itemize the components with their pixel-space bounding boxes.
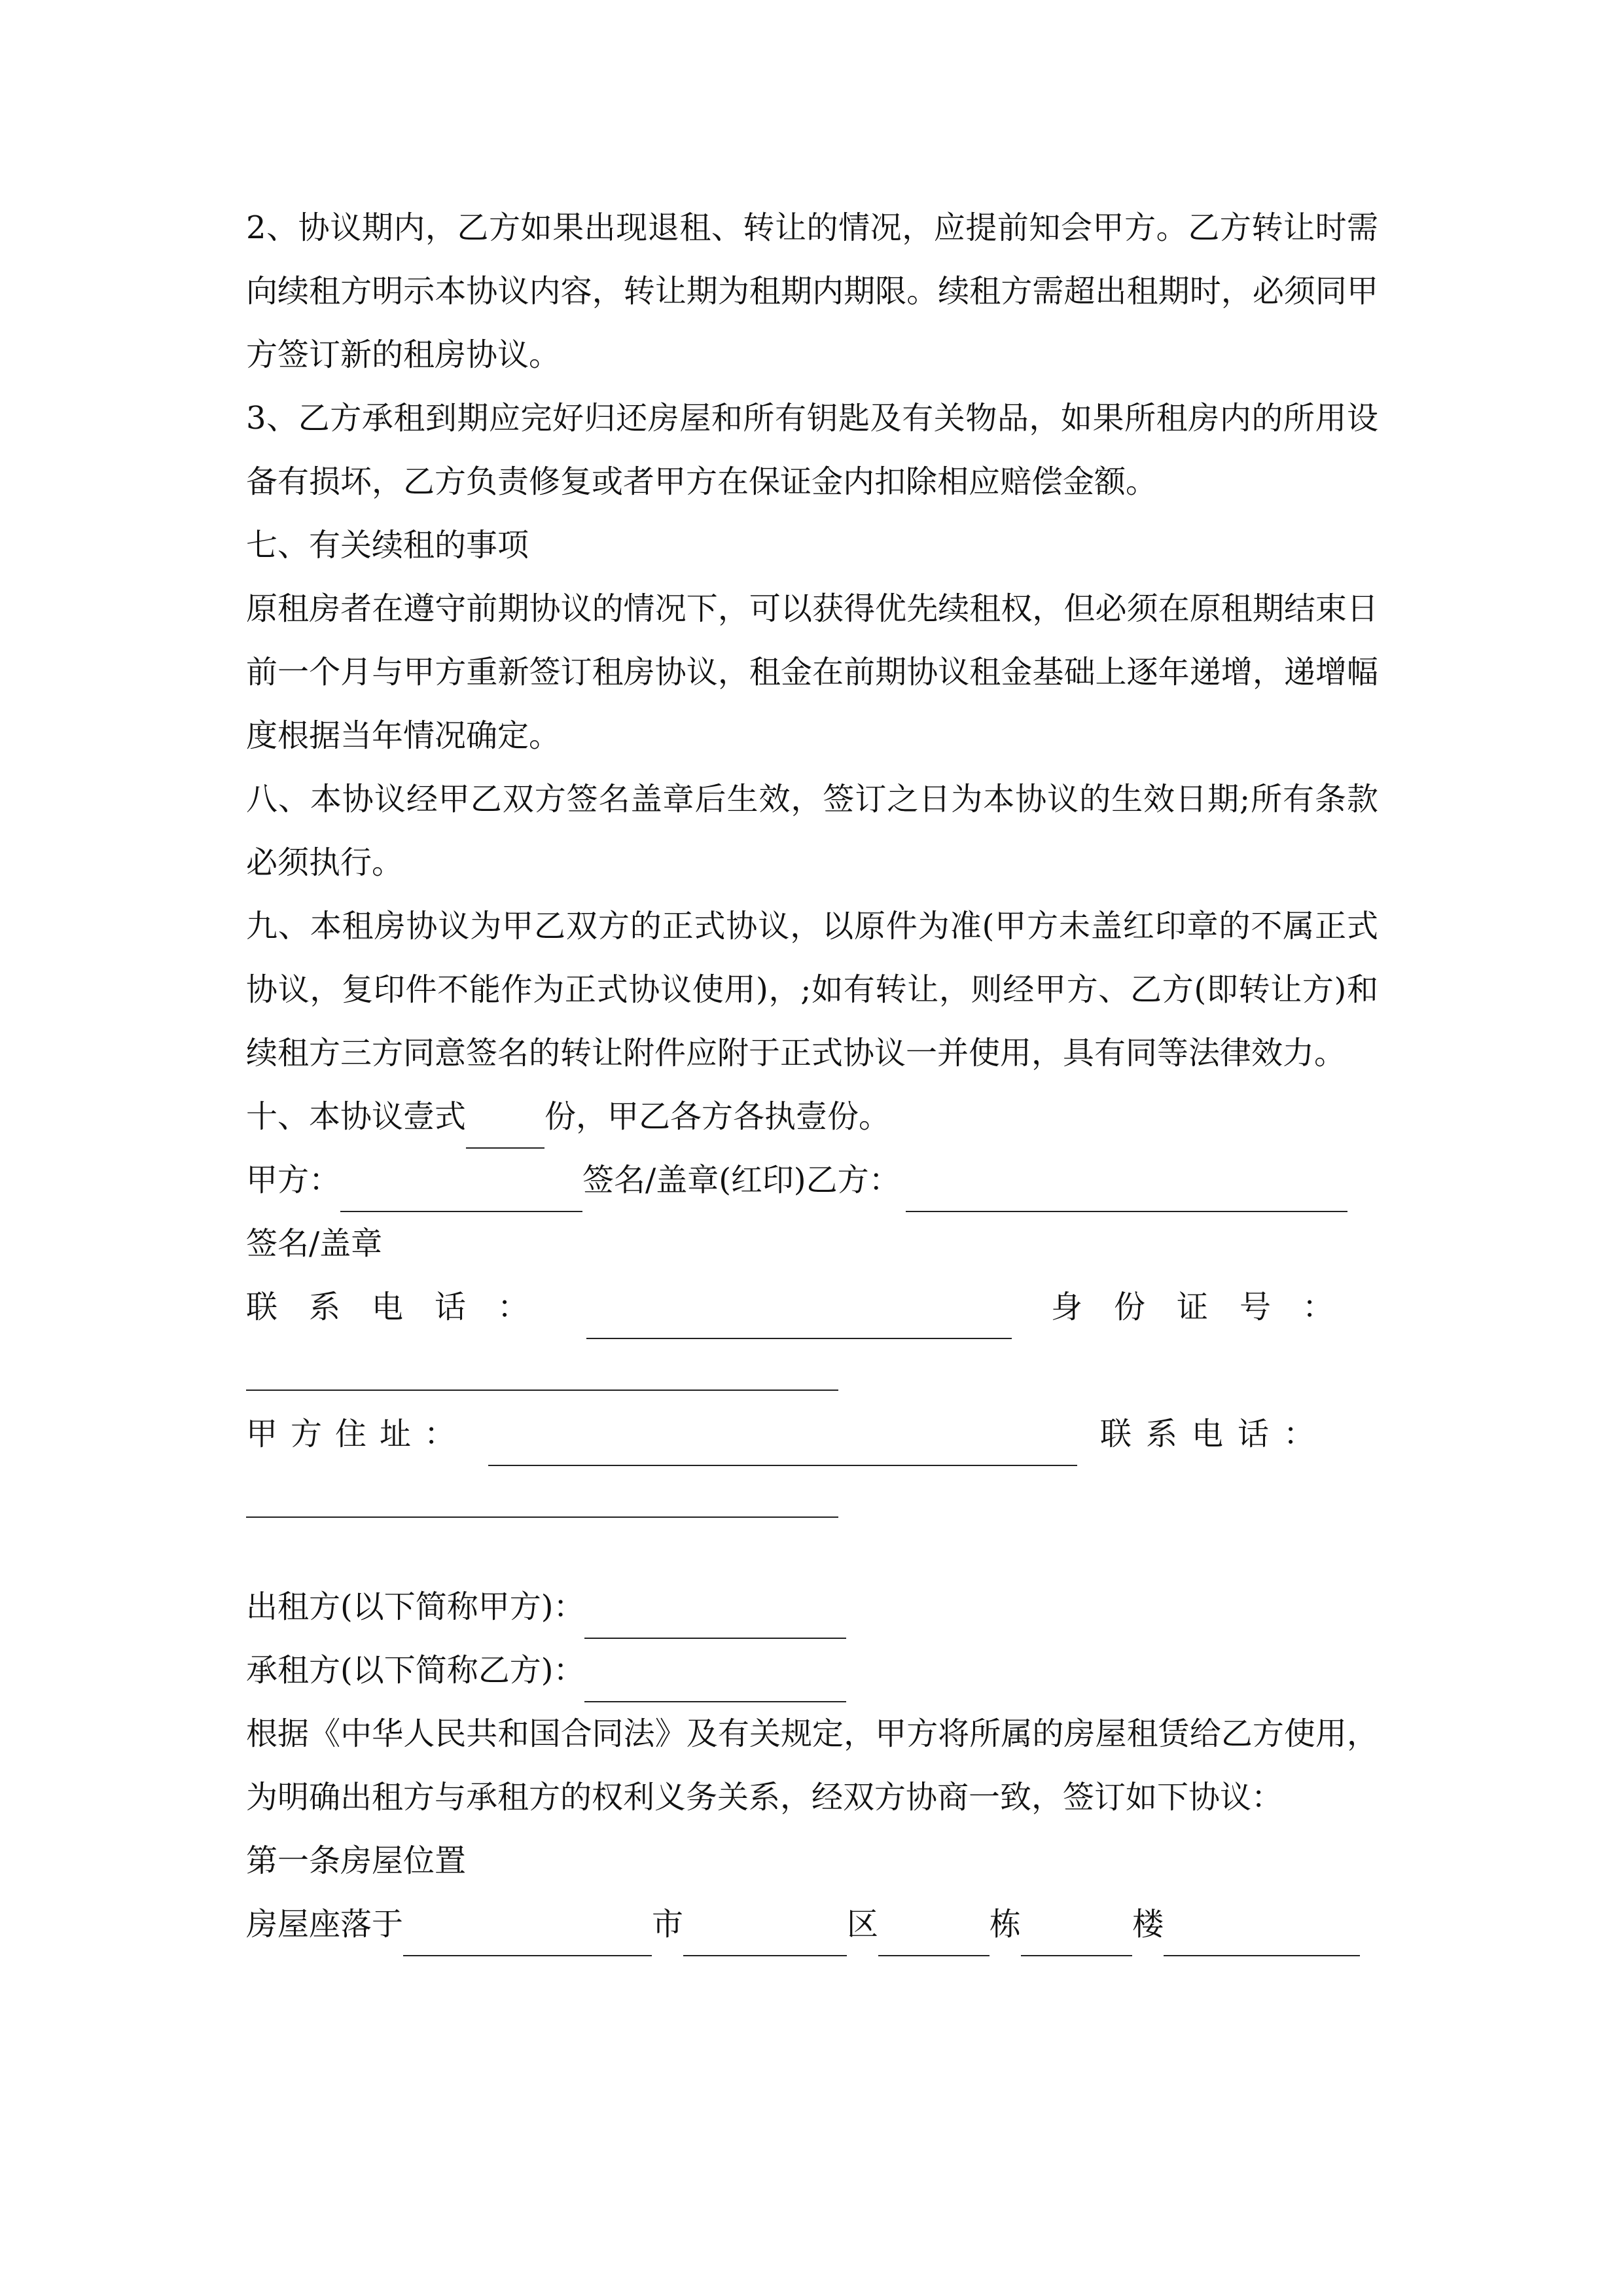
room-blank[interactable]	[1164, 1922, 1360, 1956]
party-a-phone-blank[interactable]	[586, 1305, 1012, 1339]
clause-10: 十、本协议壹式 份，甲乙各方各执壹份。	[246, 1085, 1378, 1149]
preamble: 根据《中华人民共和国合同法》及有关规定，甲方将所属的房屋租赁给乙方使用，为明确出租方与承租方的权利义务关系，经双方协商一致，签订如下协议：	[246, 1715, 1378, 1816]
lessee-blank[interactable]	[584, 1668, 846, 1702]
clause-6-3: 3、乙方承租到期应完好归还房屋和所有钥匙及有关物品，如果所租房内的所用设备有损坏，乙方负责修复或者甲方在保证金内扣除相应赔偿金额。	[246, 400, 1378, 500]
floor-blank[interactable]	[1021, 1922, 1132, 1956]
clause-6-2: 2、协议期内，乙方如果出现退租、转让的情况，应提前知会甲方。乙方转让时需向续租方明示本协议内容，转让期为租期内期限。续租方需超出租期时，必须同甲方签订新的租房协议。	[246, 209, 1378, 373]
address-phone-row: 甲方住址： 联系电话：	[246, 1403, 1378, 1466]
id-number-blank[interactable]	[246, 1357, 838, 1391]
clause-7-body: 原租房者在遵守前期协议的情况下，可以获得优先续租权，但必须在原租期结束日前一个月与甲方重新签订租房协议，租金在前期协议租金基础上逐年递增，递增幅度根据当年情况确定。	[246, 590, 1378, 754]
district-blank[interactable]	[683, 1922, 847, 1956]
lessor-blank[interactable]	[584, 1605, 846, 1639]
clause-9: 九、本租房协议为甲乙双方的正式协议，以原件为准(甲方未盖红印章的不属正式协议，复印件不能作为正式协议使用)，;如有转让，则经甲方、乙方(即转让方)和续租方三方同意签名的转让附件应附于正式协议一并使用，具有同等法律效力。	[246, 908, 1378, 1071]
party-a-signature-blank[interactable]	[340, 1178, 582, 1212]
section-heading-7: 七、有关续租的事项	[246, 527, 529, 564]
id-number-line	[246, 1339, 1378, 1403]
city-blank[interactable]	[403, 1922, 652, 1956]
building-blank[interactable]	[878, 1922, 990, 1956]
party-a-address-blank[interactable]	[488, 1432, 1077, 1466]
clause-8: 八、本协议经甲乙双方签名盖章后生效，签订之日为本协议的生效日期;所有条款必须执行。	[246, 781, 1378, 881]
party-b-signature-blank[interactable]	[906, 1178, 1347, 1212]
party-signature-row: 甲方： 签名/盖章(红印)乙方：	[246, 1149, 1378, 1212]
contract-body	[246, 196, 1378, 1956]
article-1-heading: 第一条房屋位置	[246, 1842, 467, 1879]
phone-2-line	[246, 1466, 1378, 1530]
copies-blank[interactable]	[466, 1115, 544, 1149]
lessor-row: 出租方(以下简称甲方)：	[246, 1575, 1378, 1639]
phone-2-blank[interactable]	[246, 1484, 838, 1518]
sign-seal-row: 签名/盖章	[246, 1225, 383, 1262]
lessee-row: 承租方(以下简称乙方)：	[246, 1639, 1378, 1702]
phone-id-row: 联系电话： 身份证号：	[246, 1276, 1378, 1339]
property-location-row: 房屋座落于 市 区 栋 楼	[246, 1893, 1378, 1956]
